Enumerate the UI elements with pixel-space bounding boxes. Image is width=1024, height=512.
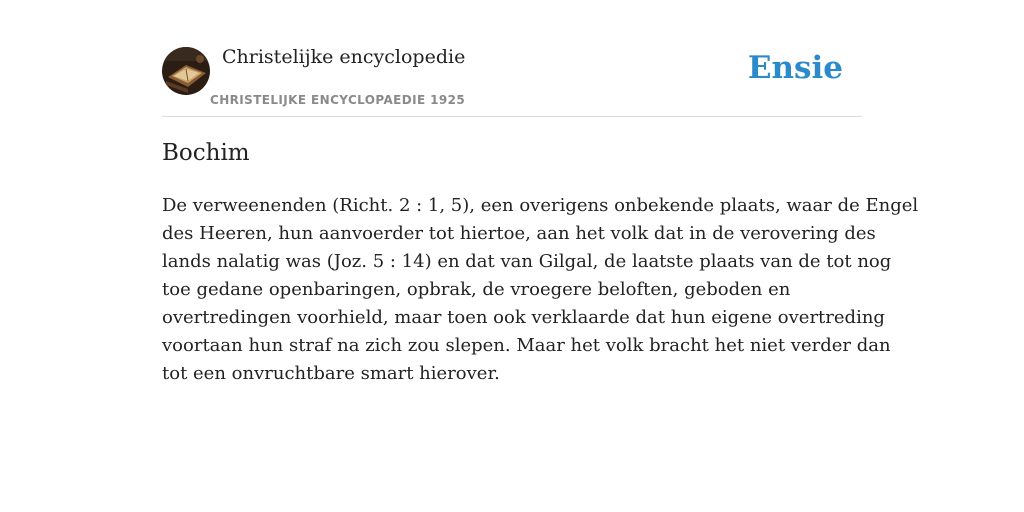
article-body [162,192,919,388]
article-body-line: lands nalatig was (Joz. 5 : 14) en dat van Gilgal, de laatste plaats van de tot nog [162,251,892,272]
article-title: Bochim [162,140,250,166]
book-photo-icon[interactable] [162,47,210,95]
source-subtitle-link[interactable]: CHRISTELIJKE ENCYCLOPAEDIE 1925 [210,93,466,107]
article-body-line: voortaan hun straf na zich zou slepen. Maar het volk bracht het niet verder dan [162,335,891,356]
article-body-line: overtredingen voorhield, maar toen ook verklaarde dat hun eigene overtreding [162,307,885,328]
article-body-line: toe gedane openbaringen, opbrak, de vroegere beloften, geboden en [162,279,791,300]
source-title-link[interactable]: Christelijke encyclopedie [222,46,466,68]
article-body-line: De verweenenden (Richt. 2 : 1, 5), een overigens onbekende plaats, waar de Engel [162,195,919,216]
source-header [162,40,862,117]
article-body-line: tot een onvruchtbare smart hierover. [162,363,500,384]
article-body-line: des Heeren, hun aanvoerder tot hiertoe, aan het volk dat in de verovering des [162,223,876,244]
ensie-logo-link[interactable]: Ensie [747,50,843,86]
